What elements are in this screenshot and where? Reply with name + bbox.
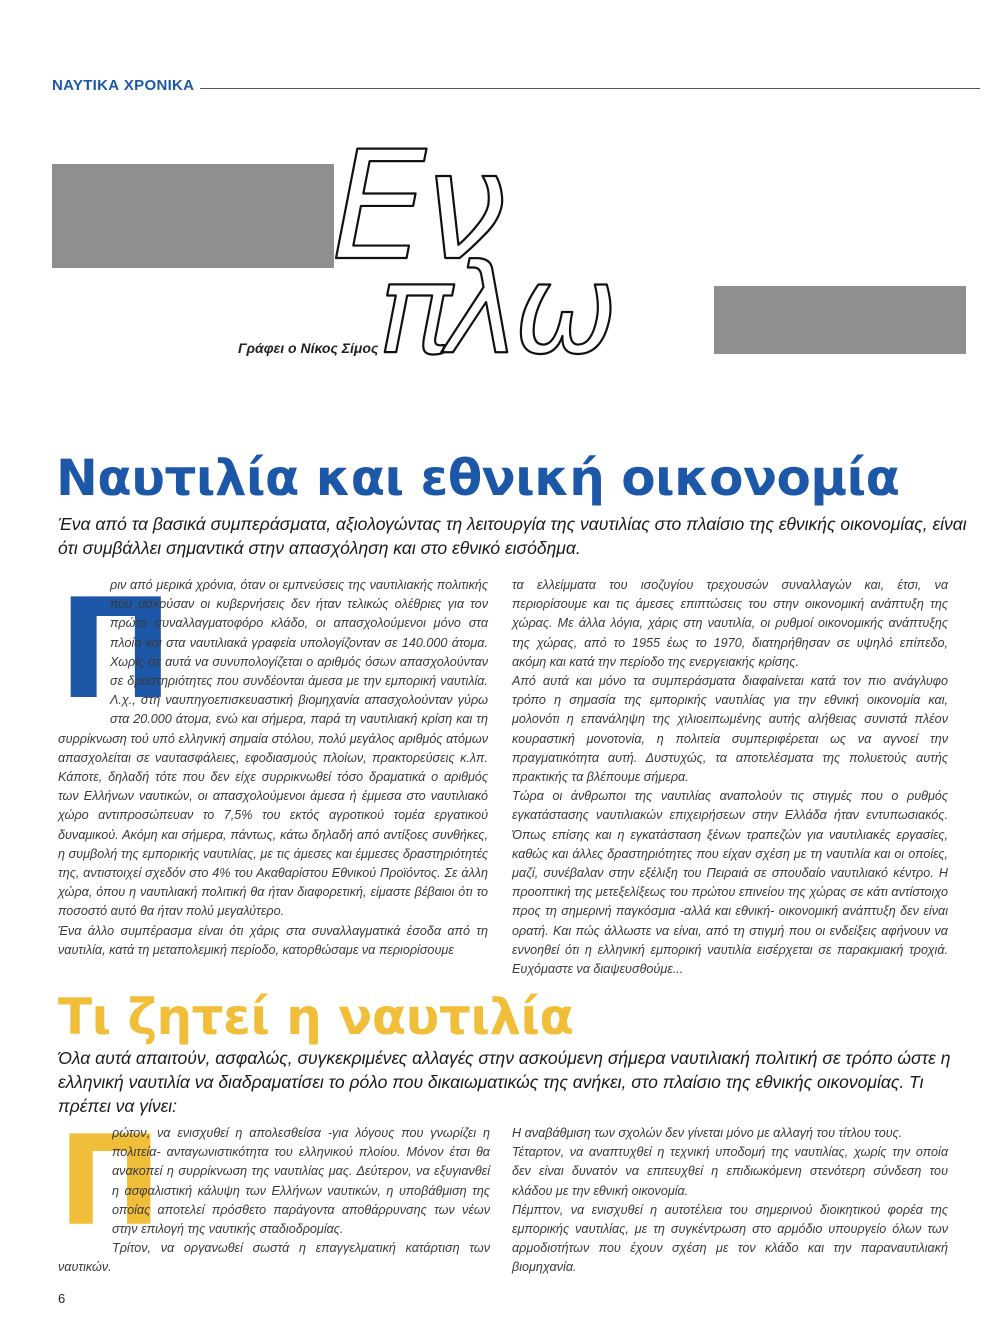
decorative-grey-bar-bottom: [714, 286, 966, 354]
column-4-paragraph-2: Τέταρτον, να αναπτυχθεί η τεχνική υποδομή της ναυτιλίας, χωρίς την οποία δεν είναι δυνατόν να επιτευχθεί η επιδιωκόμενη στενότερη σύνδεση του κλάδου με την εθνική οικονομία.: [512, 1145, 948, 1198]
column-logo-line2: πλω: [378, 238, 612, 370]
column-logo-line1: Εν: [332, 130, 503, 294]
decorative-grey-bar-top: [52, 164, 334, 268]
lead-paragraph-1: Ένα από τα βασικά συμπεράσματα, αξιολογώντας τη λειτουργία της ναυτιλίας στο πλαίσιο της εθνικής οικονομίας, είναι ότι συμβάλλει σημαντικά στην απασχόληση και στο εθνικό εισόδημα.: [58, 514, 967, 558]
column-logo: [320, 130, 740, 370]
column-1-paragraph-1: ριν από μερικά χρόνια, όταν οι εμπνεύσεις της ναυτιλιακής πολιτικής που ασκούσαν οι κυβερνήσεις δεν ήταν τελικώς ολέθριες για τον πρώτο συναλλαγματοφόρο κλάδο, οι απασχολούμενοι μόνο στα πλοία και στα ναυτιλιακά γραφεία υπολογίζονταν σε 140.000 άτομα. Χωρίς σε αυτά να συνυπολογίζεται ο αριθμός όσων απασχολούνταν σε δραστηριότητες που συνδέονται άμεσα με την εμπορική ναυτιλία. Λ.χ., στη ναυπηγοεπισκευαστική βιομηχανία απασχολούνταν γύρω στα 20.000 άτομα, ενώ και σήμερα, παρά τη ναυτιλιακή κρίση και τη συρρίκνωση τού υπό ελληνική σημαία στόλου, πολύ μεγάλος αριθμός ατόμων απασχολείται σε ναυτασφάλειες, εφοδιασμούς πλοίων, πρακτορεύσεις κ.λπ. Κάποτε, δηλαδή τότε που δεν είχε συρρικνωθεί τόσο δραματικά ο αριθμός των Ελλήνων ναυτικών, οι απασχολούμενοι άμεσα ή έμμεσα στο ναυτιλιακό χώρο αντιπροσώπευαν το 7,5% του εκτός αγροτικού τομέα εργατικού δυναμικού. Ακόμη και σήμερα, πάντως, κάτω δηλαδή από αντίξοες συνθήκες, η συμβολή της εμπορικής ναυτιλίας, με τις άμεσες και έμμεσες δραστηριότητές της, αντιστοιχεί σχεδόν στο 4% του Ακαθαρίστου Εθνικού Προϊόντος. Σε άλλη χώρα, όπου η ναυτιλιακή πολιτική θα ήταν διαφορετική, είμαστε βέβαιοι ότι το ποσοστό αυτό θα ήταν πολύ μεγαλύτερο.: [58, 578, 488, 919]
column-3-paragraph-2: Τρίτον, να οργανωθεί σωστά η επαγγελματική κατάρτιση των ναυτικών.: [58, 1241, 490, 1275]
article-column-4: [512, 1124, 948, 1278]
headline-what-shipping-asks: Τι ζητεί η ναυτιλία: [58, 988, 574, 1046]
header-rule: [200, 88, 980, 89]
page-number: 6: [58, 1291, 66, 1306]
column-2-paragraph-3: Τώρα οι άνθρωποι της ναυτιλίας αναπολούν τις στιγμές που ο ρυθμός εγκατάστασης ναυτιλιακών επιχειρήσεων στην Ελλάδα ήταν εντυπωσιακός. Όπως επίσης και η εγκατάσταση ξένων τραπεζών για ναυτιλιακές εργασίες, καθώς και άλλες δραστηριότητες που είχαν σχέση με τη ναυτιλία και οι οποίες, μαζί, συνέβαλαν στην εξέλιξη του Πειραιά σε σπουδαίο ναυτιλιακό κέντρο. Η προοπτική της μετεξελίξεως του πρώτου επινείου της χώρας σε κάτι αντίστοιχο προς τη σημερινή παγκόσμια -αλλά και εθνική- οικονομική ανάπτυξη δεν είναι ορατή. Και πώς άλλωστε να είναι, από τη στιγμή που οι ενδείξεις αφήνουν να εννοηθεί ότι η ελληνική εμπορική ναυτιλία εισέρχεται σε παρακμιακή τροχιά. Ευχόμαστε να διαψευσθούμε...: [512, 789, 948, 977]
article-column-2: [512, 576, 948, 979]
byline: Γράφει ο Νίκος Σίμος: [238, 340, 379, 356]
column-1-paragraph-2: Ένα άλλο συμπέρασμα είναι ότι χάρις στα συναλλαγματικά έσοδα από τη ναυτιλία, κατά τη μεταπολεμική περίοδο, κατορθώσαμε να περιορίσουμε: [58, 923, 488, 957]
dropcap-2: Π: [58, 1110, 162, 1254]
article-column-1: [58, 569, 488, 960]
article-column-3: [58, 1110, 490, 1278]
dropcap-1: Π: [58, 569, 174, 730]
column-2-paragraph-2: Από αυτά και μόνο τα συμπεράσματα διαφαίνεται κατά τον πιο ανάγλυφο τρόπο η σημασία της εμπορικής ναυτιλίας για την εθνική οικονομία και, μολονότι η επανάληψη της χιλιοειπωμένης αυτής αλήθειας συνιστά πλέον κουραστική μονοτονία, η πολιτεία συμπεριφέρεται ως να αγνοεί την πραγματικότητα αυτή. Δυστυχώς, τα αποτελέσματα της πολυετούς αυτής πρακτικής τα βλέπουμε σήμερα.: [512, 674, 948, 785]
column-4-paragraph-3: Πέμπτον, να ενισχυθεί η αυτοτέλεια του σημερινού διοικητικού φορέα της εμπορικής ναυτιλίας, με τη συγκέντρωση στο αρμόδιο υπουργείο όλων των αρμοδιοτήτων που έχουν σχέση με τον κλάδο και την παραναυτιλιακή βιομηχανία.: [512, 1202, 948, 1275]
column-2-paragraph-1: τα ελλείμματα του ισοζυγίου τρεχουσών συναλλαγών και, έτσι, να περιορίσουμε και τις άμεσες επιπτώσεις του στην οικονομική ανάπτυξη της χώρας. Με άλλα λόγια, χάρις στη ναυτιλία, οι ρυθμοί οικονομικής ανάπτυξης της χώρας, από το 1955 έως το 1970, διατηρήθησαν σε υψηλό επίπεδο, ακόμη και κατά την περίοδο της ενεργειακής κρίσης.: [512, 578, 948, 669]
column-3-paragraph-1: ρώτον, να ενισχυθεί η απολεσθείσα -για λόγους που γνωρίζει η πολιτεία- ανταγωνιστικότητα του ελληνικού πλοίου. Μόνον έτσι θα ανακοπεί η συρρίκνωση της ναυτιλίας μας. Δεύτερον, να εξυγιανθεί η ασφαλιστική κάλυψη των Ελλήνων ναυτικών, η υποβάθμιση της οποίας αποτελεί πρόσθετο παράγοντα αποθάρρυνσης των νέων στην επιλογή της ναυτικής σταδιοδρομίας.: [112, 1126, 490, 1237]
lead-paragraph-2: Όλα αυτά απαιτούν, ασφαλώς, συγκεκριμένες αλλαγές στην ασκούμενη σήμερα ναυτιλιακή πολιτική σε τρόπο ώστε η ελληνική ναυτιλία να διαδραματίσει το ρόλο που δικαιωματικώς της ανήκει, στο πλαίσιο της εθνικής οικονομίας. Τι πρέπει να γίνει:: [58, 1048, 951, 1116]
running-head: ΝΑΥΤΙΚΑ ΧΡΟΝΙΚΑ: [52, 77, 195, 94]
headline-shipping-economy: Ναυτιλία και εθνική οικονομία: [56, 449, 900, 507]
column-4-paragraph-1: Η αναβάθμιση των σχολών δεν γίνεται μόνο με αλλαγή του τίτλου τους.: [512, 1126, 903, 1140]
